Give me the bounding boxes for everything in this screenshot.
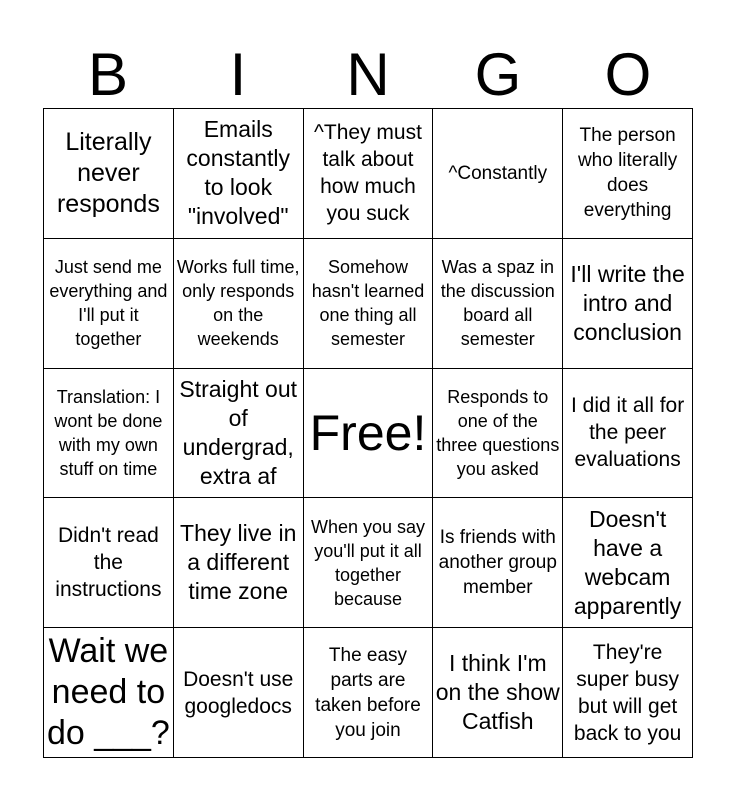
bingo-cell[interactable]	[304, 628, 434, 758]
bingo-cell[interactable]	[563, 498, 693, 628]
bingo-cell-free[interactable]	[304, 369, 434, 499]
bingo-cell[interactable]	[44, 628, 174, 758]
header-letter-b: B	[87, 41, 129, 108]
bingo-cell[interactable]	[44, 109, 174, 239]
cell-text: Doesn't have a webcam apparently	[573, 505, 682, 619]
bingo-cell[interactable]	[174, 109, 304, 239]
free-space-text: Free!	[309, 404, 427, 461]
cell-text: I'll write the intro and conclusion	[570, 260, 685, 345]
cell-text: Works full time, only responds on the weekends	[176, 257, 300, 350]
bingo-cell[interactable]	[433, 239, 563, 369]
bingo-cell[interactable]	[563, 369, 693, 499]
header-letter-n: N	[346, 41, 390, 108]
cell-text: Somehow hasn't learned one thing all semester	[311, 257, 425, 350]
bingo-cell[interactable]	[433, 109, 563, 239]
cell-text: They live in a different time zone	[180, 520, 297, 605]
bingo-cell[interactable]	[174, 498, 304, 628]
header-letter-i: I	[229, 41, 247, 108]
cell-text: Is friends with another group member	[438, 527, 557, 599]
bingo-cell[interactable]	[433, 369, 563, 499]
cell-text: Translation: I wont be done with my own stuff on time	[54, 386, 163, 479]
cell-text: ^They must talk about how much you suck	[314, 121, 422, 226]
header-letter-o: O	[604, 41, 652, 108]
cell-text: Just send me everything and I'll put it together	[49, 257, 168, 350]
bingo-cell[interactable]	[304, 109, 434, 239]
cell-text: Emails constantly to look "involved"	[186, 116, 290, 230]
cell-text: Was a spaz in the discussion board all semester	[440, 257, 555, 350]
bingo-cell[interactable]	[44, 498, 174, 628]
cell-text: Wait we need to do ___?	[46, 632, 170, 753]
cell-text: They're super busy but will get back to you	[573, 640, 682, 745]
bingo-cell[interactable]	[304, 239, 434, 369]
bingo-cell[interactable]	[433, 498, 563, 628]
cell-text: I did it all for the peer evaluations	[570, 394, 685, 472]
bingo-cell[interactable]	[563, 628, 693, 758]
bingo-cell[interactable]	[44, 369, 174, 499]
cell-text: When you say you'll put it all together because	[310, 516, 426, 609]
bingo-cell[interactable]	[433, 628, 563, 758]
bingo-cell[interactable]	[563, 109, 693, 239]
bingo-card	[43, 108, 693, 758]
bingo-cell[interactable]	[174, 628, 304, 758]
cell-text: Didn't read the instructions	[55, 524, 162, 602]
cell-text: Straight out of undergrad, extra af	[179, 375, 298, 489]
bingo-cell[interactable]	[174, 239, 304, 369]
bingo-header	[43, 42, 693, 108]
cell-text: ^Constantly	[448, 162, 548, 184]
cell-text: Literally never responds	[56, 127, 160, 218]
bingo-cell[interactable]	[174, 369, 304, 499]
bingo-cell[interactable]	[44, 239, 174, 369]
cell-text: Responds to one of the three questions you asked	[436, 386, 560, 479]
bingo-cell[interactable]	[563, 239, 693, 369]
bingo-cell[interactable]	[304, 498, 434, 628]
header-letter-g: G	[474, 41, 522, 108]
cell-text: The easy parts are taken before you join	[315, 644, 421, 741]
cell-text: I think I'm on the show Catfish	[435, 650, 560, 735]
cell-text: Doesn't use googledocs	[183, 667, 294, 718]
cell-text: The person who literally does everything	[577, 125, 678, 222]
